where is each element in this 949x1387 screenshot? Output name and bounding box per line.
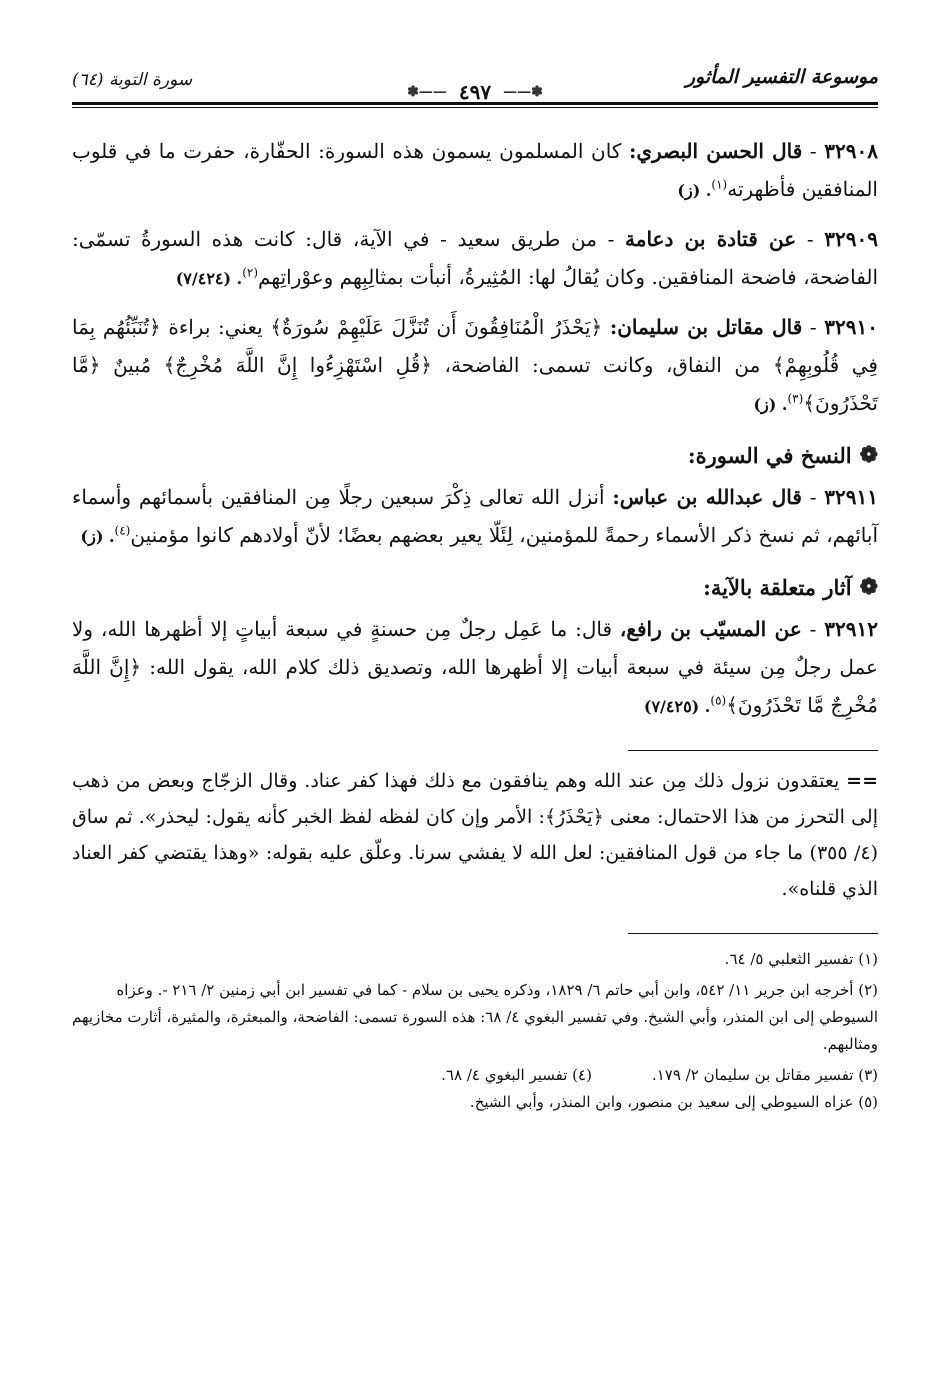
source-ref: . (ز) [753,395,788,414]
footnote-row [72,1062,878,1089]
narration-32908: ٣٢٩٠٨ - قال الحسن البصري: كان المسلمون يسمون هذه السورة: الحفّارة، حفرت ما في قلوب المنافقين فأظهرته$^{(١)}$. (ز) [72,139,878,201]
narrator: عن قتادة بن دعامة [625,227,797,251]
narrator: قال الحسن البصري: [628,139,803,163]
page-number: ٤٩٧ [455,80,495,104]
continued-note [72,763,878,907]
footnote-ref[interactable]: (٥) [710,693,727,708]
continuation-mark: == [846,770,878,792]
narration-number: ٣٢٩١٢ [824,617,878,641]
note-text: يعتقدون نزول ذلك مِن عند الله وهم ينافقون مع ذلك فهذا كفر عناد. وقال الزجّاج وبعض من ذهب إلى التحرز من هذا الاحتمال: معنى ﴿يَحْذَرُ﴾: الأمر وإن كان لفظه لفظ الخبر كأنه يقول: ليحذر». ثم ساق (٤/ ٣٥٥) ما جاء من قول المنافقين: لعل الله لا يفشي سرنا. وعلّق عليه بقوله: «وهذا يقتضي كفر العناد الذي قلناه». [72,770,878,900]
ornament-icon: ✽—— [407,84,447,100]
section-heading-text: النسخ في السورة: [687,442,852,468]
footnote-ref[interactable]: (١) [711,177,728,192]
narration-text: كان المسلمون يسمون هذه السورة: الحفّارة، حفرت ما في قلوب المنافقين فأظهرته [72,139,878,201]
source-ref: . (ز) [80,527,115,546]
narrator: قال عبدالله بن عباس: [612,485,802,509]
narration-number: ٣٢٩٠٨ [824,139,878,163]
source-ref: . (ز) [677,181,712,200]
footnote-ref[interactable]: (٤) [114,523,131,538]
flower-icon: ❁ [859,442,878,468]
source-ref: . (٧/٤٢٤) [175,269,243,288]
footnote-ref[interactable]: (٢) [242,265,259,280]
section-heading-text: آثار متعلقة بالآية: [703,574,852,600]
narrator: قال مقاتل بن سليمان: [609,315,803,339]
footnote-5: (٥) عزاه السيوطي إلى سعيد بن منصور، وابن المنذر، وأبي الشيخ. [469,1093,878,1111]
narration-32909: ٣٢٩٠٩ - عن قتادة بن دعامة - من طريق سعيد - في الآية، قال: كانت هذه السورةُ تسمّى: الفاضحة، فاضحة المنافقين. وكان يُقالُ لها: المُثِيرةُ، أنبأت بمثالِبِهم وعوْراتِهم$^{(٢)}$. (٧/٤٢٤) [72,227,878,289]
section-heading-related [72,574,878,600]
surah-name: سورة التوبة (٦٤) [72,70,193,90]
page [72,58,878,1358]
page-number-block [407,80,543,104]
narration-number: ٣٢٩٠٩ [824,227,878,251]
narration-32912: ٣٢٩١٢ - عن المسيّب بن رافع، قال: ما عَمِل رجلٌ مِن حسنةٍ في سبعة أبياتٍ إلا أظهرها الله، ولا عمل رجلٌ مِن سيئة في سبعة أبيات إلا أظهرها الله، وتصديق ذلك كلام الله، يقول الله: ﴿إِنَّ اللَّهَ مُخْرِجٌ مَّا تَحْذَرُونَ﴾$^{(٥)}$. (٧/٤٢٥) [72,617,878,717]
footnote-4: (٤) تفسير البغوي ٤/ ٦٨. [441,1066,592,1084]
narration-32910: ٣٢٩١٠ - قال مقاتل بن سليمان: ﴿يَحْذَرُ الْمُنَافِقُونَ أَن تُنَزَّلَ عَلَيْهِمْ سُورَةٌ﴾ يعني: براءة ﴿تُنَبِّئُهُم بِمَا فِي قُلُوبِهِمْ﴾ من النفاق، وكانت تسمى: الفاضحة، ﴿قُلِ اسْتَهْزِءُوا إِنَّ اللَّهَ مُخْرِجٌ﴾ مُبينٌ ﴿مَّا تَحْذَرُونَ﴾$^{(٣)}$. (ز) [72,315,878,415]
section-heading-abrogation [72,442,878,468]
flower-icon: ❁ [859,574,878,600]
page-header [72,58,878,106]
footnote-2: (٢) أخرجه ابن جرير ١١/ ٥٤٢، وابن أبي حاتم ٦/ ١٨٢٩، وذكره يحيى بن سلام - كما في تفسير ابن أبي زمنين ٢/ ٢١٦ -. وعزاه السيوطي إلى ابن المنذر، وأبي الشيخ. وفي تفسير البغوي ٤/ ٦٨: هذه السورة تسمى: الفاضحة، والمبعثرة، والمثيرة، أثارت مخازيهم ومثالبهم. [72,981,878,1053]
footnote-1: (١) تفسير الثعلبي ٥/ ٦٤. [724,950,878,968]
header-rule [72,102,878,108]
book-title: موسوعة التفسير المأثور [685,66,878,88]
narration-text: قال: ما عَمِل رجلٌ مِن حسنةٍ في سبعة أبياتٍ إلا أظهرها الله، ولا عمل رجلٌ مِن سيئة في سبعة أبيات إلا أظهرها الله، وتصديق ذلك كلام الله، يقول الله: ﴿إِنَّ اللَّهَ مُخْرِجٌ مَّا تَحْذَرُونَ﴾ [72,617,878,717]
narration-text: ﴿يَحْذَرُ الْمُنَافِقُونَ أَن تُنَزَّلَ عَلَيْهِمْ سُورَةٌ﴾ يعني: براءة ﴿تُنَبِّئُهُم بِمَا فِي قُلُوبِهِمْ﴾ من النفاق، وكانت تسمى: الفاضحة، ﴿قُلِ اسْتَهْزِءُوا إِنَّ اللَّهَ مُخْرِجٌ﴾ مُبينٌ ﴿مَّا تَحْذَرُونَ﴾ [72,315,878,415]
source-ref: . (٧/٤٢٥) [643,697,711,716]
footnote-divider [628,933,878,934]
narration-32911: ٣٢٩١١ - قال عبدالله بن عباس: أنزل الله تعالى ذِكْرَ سبعين رجلًا مِن المنافقين بأسمائهم وأسماء آبائهم، ثم نسخ ذكر الأسماء رحمةً للمؤمنين، لِئَلّا يعير بعضهم بعضًا؛ لأنّ أولادهم كانوا مؤمنين$^{(٤)}$. (ز) [72,485,879,547]
ornament-icon: ——✽ [503,84,543,100]
note-divider [628,750,878,751]
footnotes [72,946,878,1116]
narration-number: ٣٢٩١٠ [824,315,878,339]
footnote-ref[interactable]: (٣) [787,391,804,406]
footnote-3: (٣) تفسير مقاتل بن سليمان ٢/ ١٧٩. [651,1066,878,1084]
narration-text: أنزل الله تعالى ذِكْرَ سبعين رجلًا مِن المنافقين بأسمائهم وأسماء آبائهم، ثم نسخ ذكر الأسماء رحمةً للمؤمنين، لِئَلّا يعير بعضهم بعضًا؛ لأنّ أولادهم كانوا مؤمنين [72,485,878,547]
main-content [72,132,878,1116]
narration-number: ٣٢٩١١ [824,485,879,509]
narration-text: - من طريق سعيد - في الآية، قال: كانت هذه السورةُ تسمّى: الفاضحة، فاضحة المنافقين. وكان يُقالُ لها: المُثِيرةُ، أنبأت بمثالِبِهم وعوْراتِهم [72,227,878,289]
narrator: عن المسيّب بن رافع، [619,617,802,641]
